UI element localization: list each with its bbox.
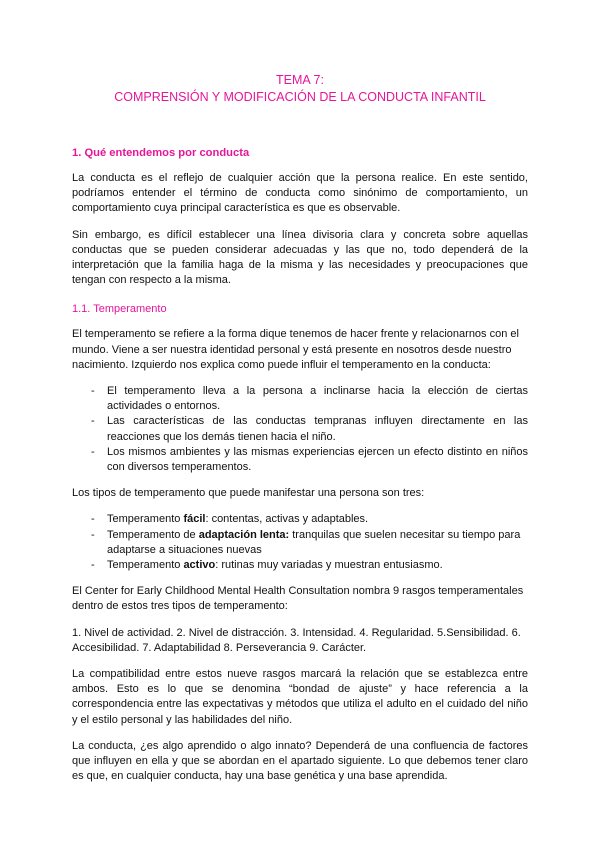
list-item: - Temperamento activo: rutinas muy variadas y muestran entusiasmo. — [72, 558, 528, 573]
emphasis: adaptación lenta: — [198, 528, 290, 541]
emphasis: fácil — [183, 513, 206, 526]
document-page — [72, 72, 528, 796]
temperament-types-list — [72, 512, 528, 573]
section-1-1-paragraph-5: La compatibilidad entre estos nueve rasgos marcará la relación que se establezca entre ambos. Esto es lo que se denomina “bondad de ajuste” y hace referencia a la correspondencia entre las expectativas y métodos que utiliza el adulto en el cuidado del niño y el estilo personal y las habilidades del niño. — [72, 668, 528, 726]
list-item: - Temperamento fácil: contentas, activas y adaptables. — [72, 512, 528, 527]
list-item: - Temperamento de adaptación lenta: tranquilas que suelen necesitar su tiempo para adaptarse a situaciones nuevas — [72, 528, 528, 558]
section-1-1-paragraph-4: 1. Nivel de actividad. 2. Nivel de distracción. 3. Intensidad. 4. Regularidad. 5.Sensibilidad. 6. Accesibilidad. 7. Adaptabilidad 8. Perseverancia 9. Carácter. — [72, 626, 521, 654]
list-item: - Las características de las conductas tempranas influyen directamente en las reacciones que los demás tienen hacia el niño. — [72, 414, 528, 444]
section-1-1-paragraph-1: El temperamento se refiere a la forma dique tenemos de hacer frente y relacionarnos con el mundo. Viene a ser nuestra identidad personal y está presente en nosotros desde nuestro nacimiento. Izquierdo nos explica como puede influir el temperamento en la conducta: — [72, 328, 519, 371]
document-title — [72, 72, 528, 106]
title-line-1: TEMA 7: — [276, 73, 324, 87]
section-1-paragraph-1: La conducta es el reflejo de cualquier acción que la persona realice. En este sentido, podríamos entender el término de conducta como sinónimo de comportamiento, un comportamiento cuya principal característica es que es observable. — [72, 172, 528, 215]
temperament-influence-list — [72, 384, 528, 475]
section-1-1-paragraph-2: Los tipos de temperamento que puede manifestar una persona son tres: — [72, 487, 425, 500]
section-1-1-paragraph-6: La conducta, ¿es algo aprendido o algo innato? Dependerá de una confluencia de factores que influyen en ella y que se abordan en el apartado siguiente. Lo que debemos tener claro es que, en cualquier conducta, hay una base genética y una base aprendida. — [72, 739, 528, 783]
list-item: - El temperamento lleva a la persona a inclinarse hacia la elección de ciertas actividades o entornos. — [72, 384, 528, 414]
section-1-paragraph-2: Sin embargo, es difícil establecer una línea divisoria clara y concreta sobre aquellas conductas que se pueden considerar adecuadas y las que no, todo dependerá de la interpretación que la familia haga de la misma y las necesidades y preocupaciones que tengan con respecto a la misma. — [72, 228, 528, 287]
list-item: - Los mismos ambientes y las mismas experiencias ejercen un efecto distinto en niños con diversos temperamentos. — [72, 445, 528, 475]
section-1-1-heading: 1.1. Temperamento — [72, 303, 167, 316]
section-1-heading: 1. Qué entendemos por conducta — [72, 147, 250, 159]
section-1-1-paragraph-3: El Center for Early Childhood Mental Health Consultation nombra 9 rasgos temperamentales dentro de estos tres tipos de temperamento: — [72, 585, 524, 613]
emphasis: activo — [183, 559, 216, 572]
title-line-2: COMPRENSIÓN Y MODIFICACIÓN DE LA CONDUCTA INFANTIL — [114, 90, 486, 104]
